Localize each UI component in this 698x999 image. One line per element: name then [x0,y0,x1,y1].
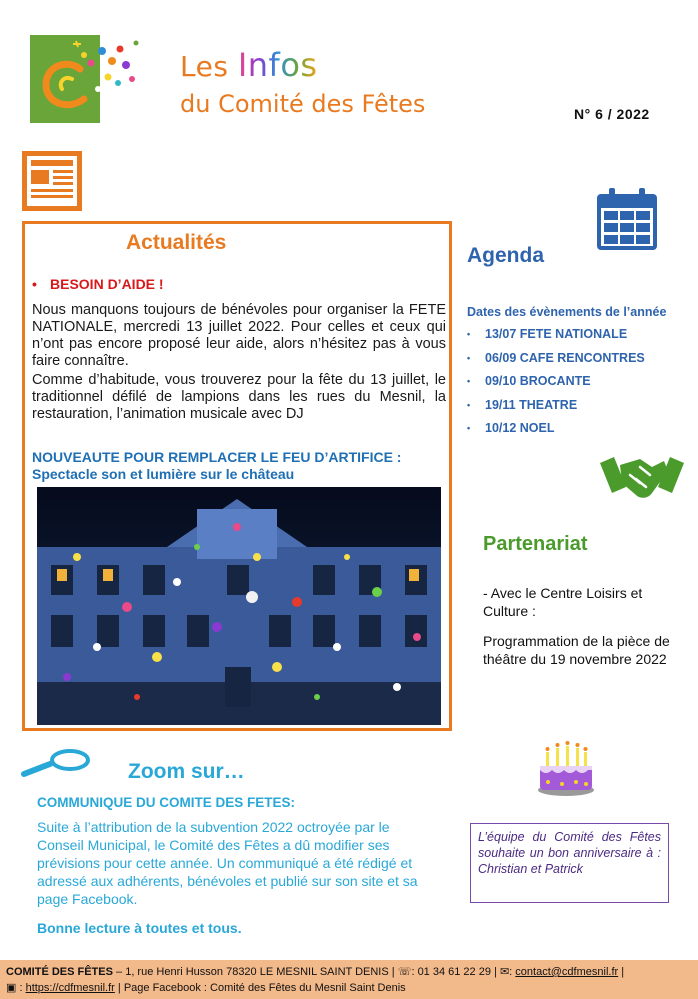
agenda-event-text: 10/12 NOEL [485,421,555,435]
footer-line1 [6,965,624,978]
help-bullet: • [32,276,37,292]
actualites-title: Actualités [126,231,227,254]
birthday-cake-icon [534,738,598,798]
partenariat-line2: Programmation de la pièce de théâtre du 19 novembre 2022 [483,633,670,667]
agenda-bullet: • [467,352,471,363]
footer [0,960,698,999]
comite-logo [28,33,146,125]
agenda-dates-heading: Dates des évènements de l’année [467,305,667,319]
website-icon: ▣ : [6,982,23,994]
zoom-title: Zoom sur… [128,760,245,783]
agenda-event [467,327,645,351]
title-les: Les [180,50,229,83]
footer-sep: | [494,966,497,978]
agenda-bullet: • [467,423,471,433]
agenda-event [467,351,645,375]
partenariat-title: Partenariat [483,533,588,555]
calendar-icon [595,186,659,252]
footer-address: – 1, rue Henri Husson 78320 LE MESNIL SAINT DENIS | [112,966,395,978]
footer-line2 [6,981,406,994]
title-infos-text: Infos [237,46,318,84]
agenda-event [467,421,645,445]
issue-number: N° 6 / 2022 [574,106,650,122]
phone-icon: ☏: [397,966,415,978]
communique-text: Suite à l’attribution de la subvention 2022 octroyée par le Conseil Municipal, le Comité des Fêtes a dû modifier ses prévisions pour cette année. Un communiqué a été rédigé et adressé aux adhérents, bénévoles et publié sur son site et sa page Facebook. [37,819,418,907]
agenda-event [467,374,645,398]
closing-line: Bonne lecture à toutes et tous. [37,920,242,936]
newsletter-subtitle: du Comité des Fêtes [180,90,426,118]
footer-sep: | [621,966,625,978]
agenda-bullet: • [467,399,471,410]
agenda-bullet: • [467,376,471,386]
volunteers-paragraph: Nous manquons toujours de bénévoles pour organiser la FETE NATIONALE, mercredi 13 juillet 2022. Pour celles et ceux qui n’ont pas encore proposé leur aide, alors n’hésitez pas à vous faire connaître. [32,302,446,369]
newsletter-title [180,46,318,84]
chateau-light-show-photo [37,487,441,725]
agenda-event-text: 13/07 FETE NATIONALE [485,327,628,341]
partenariat-line1: - Avec le Centre Loisirs et Culture : [483,585,643,619]
agenda-event-text: 09/10 BROCANTE [485,374,591,388]
nouveaute-line1: NOUVEAUTE POUR REMPLACER LE FEU D’ARTIFICE : [32,449,402,465]
magnifier-icon [20,748,96,778]
agenda-event-text: 19/11 THEATRE [485,397,578,412]
help-heading [32,276,164,292]
nouveaute-line2: Spectacle son et lumière sur le château [32,466,295,482]
agenda-title: Agenda [467,244,545,267]
footer-facebook: | Page Facebook : Comité des Fêtes du Mesnil Saint Denis [117,982,406,994]
communique-heading: COMMUNIQUE DU COMITE DES FETES: [37,795,296,810]
help-heading-text: BESOIN D’AIDE ! [50,276,164,292]
birthday-message: L’équipe du Comité des Fêtes souhaite un bon anniversaire à : Christian et Patrick [470,823,669,903]
festivities-paragraph: Comme d’habitude, vous trouverez pour la fête du 13 juillet, le traditionnel défilé de lampions dans les rues du Mesnil, la restauration, l’animation musicale avec DJ [32,372,446,422]
partenariat-text [483,584,688,668]
agenda-event-list [467,327,645,445]
agenda-bullet: • [467,329,471,339]
agenda-event [467,398,645,422]
email-icon: ✉: [499,966,513,978]
newspaper-icon [20,149,84,213]
footer-phone[interactable]: 01 34 61 22 29 [417,966,491,978]
agenda-event-text: 06/09 CAFE RENCONTRES [485,350,645,365]
handshake-icon [600,449,684,507]
footer-email-link[interactable]: contact@cdfmesnil.fr [515,966,619,978]
footer-website-link[interactable]: https://cdfmesnil.fr [25,982,115,994]
title-infos [238,46,318,84]
footer-org: COMITÉ DES FÊTES [6,966,113,978]
nouveaute-heading [32,449,452,483]
